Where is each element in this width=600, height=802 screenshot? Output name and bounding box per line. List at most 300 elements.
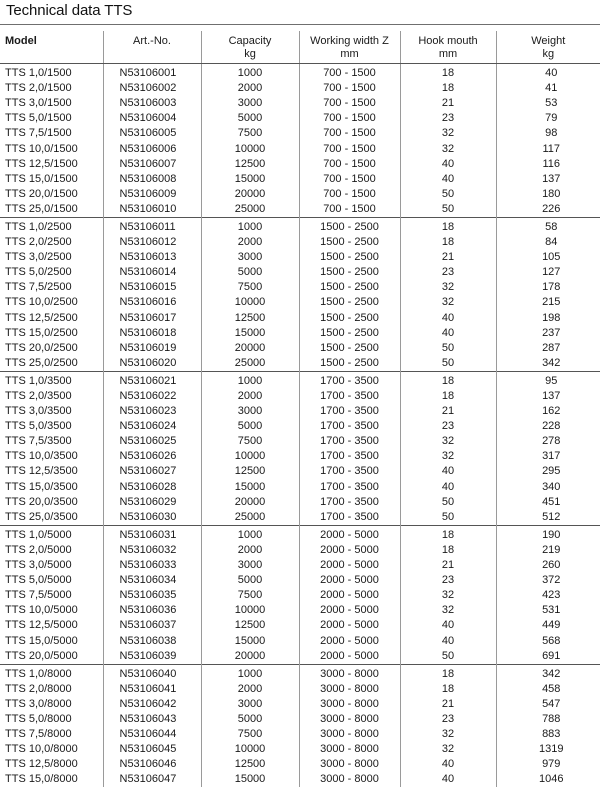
cell-art-no: N53106027 — [103, 464, 201, 479]
cell-weight: 287 — [496, 341, 600, 356]
cell-art-no: N53106017 — [103, 311, 201, 326]
header-working-width — [299, 31, 400, 64]
cell-art-no: N53106040 — [103, 664, 201, 682]
cell-capacity: 2000 — [201, 543, 299, 558]
cell-capacity: 5000 — [201, 419, 299, 434]
cell-capacity: 12500 — [201, 618, 299, 633]
table-row — [0, 217, 600, 235]
cell-art-no: N53106019 — [103, 341, 201, 356]
cell-working-width: 700 - 1500 — [299, 172, 400, 187]
cell-model: TTS 7,5/5000 — [5, 589, 72, 602]
cell-weight: 449 — [496, 618, 600, 633]
page-title: Technical data TTS — [6, 2, 133, 19]
cell-art-no: N53106047 — [103, 772, 201, 787]
cell-weight: 342 — [496, 664, 600, 682]
row-group — [0, 525, 600, 664]
cell-weight: 137 — [496, 389, 600, 404]
cell-capacity: 1000 — [201, 664, 299, 682]
cell-hook-mouth: 18 — [400, 64, 496, 82]
cell-weight: 317 — [496, 449, 600, 464]
table-header-row — [0, 31, 600, 64]
cell-art-no: N53106008 — [103, 172, 201, 187]
cell-model: TTS 1,0/1500 — [5, 67, 72, 80]
cell-art-no: N53106043 — [103, 712, 201, 727]
table-row — [0, 449, 600, 464]
cell-capacity: 1000 — [201, 371, 299, 389]
cell-working-width: 1700 - 3500 — [299, 419, 400, 434]
table-row — [0, 235, 600, 250]
header-working-width-label: Working width Z — [310, 35, 389, 47]
cell-working-width: 1500 - 2500 — [299, 311, 400, 326]
cell-hook-mouth: 40 — [400, 772, 496, 787]
cell-working-width: 2000 - 5000 — [299, 543, 400, 558]
cell-hook-mouth: 18 — [400, 217, 496, 235]
cell-capacity: 10000 — [201, 742, 299, 757]
cell-working-width: 1500 - 2500 — [299, 250, 400, 265]
cell-capacity: 20000 — [201, 495, 299, 510]
cell-capacity: 15000 — [201, 480, 299, 495]
cell-weight: 568 — [496, 633, 600, 648]
cell-working-width: 700 - 1500 — [299, 202, 400, 218]
cell-model: TTS 3,0/1500 — [5, 97, 72, 110]
cell-hook-mouth: 40 — [400, 172, 496, 187]
cell-model: TTS 12,5/3500 — [5, 465, 78, 478]
header-hook-mouth-label: Hook mouth — [418, 35, 478, 47]
cell-art-no: N53106037 — [103, 618, 201, 633]
cell-model: TTS 5,0/8000 — [5, 712, 72, 725]
cell-working-width: 2000 - 5000 — [299, 588, 400, 603]
cell-working-width: 1700 - 3500 — [299, 389, 400, 404]
table-row — [0, 64, 600, 82]
table-row — [0, 757, 600, 772]
table-row — [0, 543, 600, 558]
cell-working-width: 1500 - 2500 — [299, 326, 400, 341]
cell-capacity: 15000 — [201, 326, 299, 341]
cell-weight: 219 — [496, 543, 600, 558]
cell-weight: 451 — [496, 495, 600, 510]
cell-working-width: 700 - 1500 — [299, 96, 400, 111]
cell-model: TTS 2,0/8000 — [5, 682, 72, 695]
cell-weight: 58 — [496, 217, 600, 235]
cell-weight: 342 — [496, 356, 600, 372]
table-row — [0, 419, 600, 434]
table-row — [0, 81, 600, 96]
table-row — [0, 250, 600, 265]
table-row — [0, 727, 600, 742]
cell-model: TTS 5,0/1500 — [5, 112, 72, 125]
cell-model: TTS 10,0/8000 — [5, 743, 78, 756]
cell-model: TTS 15,0/3500 — [5, 480, 78, 493]
table-row — [0, 697, 600, 712]
cell-art-no: N53106010 — [103, 202, 201, 218]
cell-working-width: 2000 - 5000 — [299, 558, 400, 573]
table-row — [0, 187, 600, 202]
cell-capacity: 1000 — [201, 217, 299, 235]
header-working-width-unit: mm — [340, 48, 359, 60]
cell-working-width: 1500 - 2500 — [299, 356, 400, 372]
table-row — [0, 603, 600, 618]
cell-art-no: N53106035 — [103, 588, 201, 603]
table-row — [0, 96, 600, 111]
cell-art-no: N53106036 — [103, 603, 201, 618]
cell-working-width: 2000 - 5000 — [299, 573, 400, 588]
cell-hook-mouth: 40 — [400, 480, 496, 495]
header-weight-unit: kg — [542, 48, 555, 60]
cell-weight: 788 — [496, 712, 600, 727]
cell-working-width: 1700 - 3500 — [299, 480, 400, 495]
cell-working-width: 700 - 1500 — [299, 81, 400, 96]
cell-hook-mouth: 18 — [400, 389, 496, 404]
cell-working-width: 3000 - 8000 — [299, 664, 400, 682]
cell-working-width: 1500 - 2500 — [299, 280, 400, 295]
header-capacity — [201, 31, 299, 64]
cell-weight: 295 — [496, 464, 600, 479]
cell-art-no: N53106026 — [103, 449, 201, 464]
cell-hook-mouth: 40 — [400, 311, 496, 326]
cell-model: TTS 12,5/2500 — [5, 311, 78, 324]
table-row — [0, 495, 600, 510]
cell-art-no: N53106011 — [103, 217, 201, 235]
cell-art-no: N53106013 — [103, 250, 201, 265]
cell-hook-mouth: 23 — [400, 712, 496, 727]
cell-art-no: N53106014 — [103, 265, 201, 280]
cell-working-width: 2000 - 5000 — [299, 603, 400, 618]
cell-weight: 180 — [496, 187, 600, 202]
cell-hook-mouth: 32 — [400, 141, 496, 156]
cell-model: TTS 5,0/5000 — [5, 574, 72, 587]
cell-hook-mouth: 23 — [400, 573, 496, 588]
cell-weight: 883 — [496, 727, 600, 742]
cell-hook-mouth: 32 — [400, 295, 496, 310]
cell-capacity: 1000 — [201, 64, 299, 82]
cell-art-no: N53106038 — [103, 633, 201, 648]
cell-hook-mouth: 23 — [400, 265, 496, 280]
table-row — [0, 404, 600, 419]
table-row — [0, 588, 600, 603]
cell-weight: 423 — [496, 588, 600, 603]
header-model — [0, 31, 103, 64]
cell-capacity: 2000 — [201, 81, 299, 96]
cell-weight: 117 — [496, 141, 600, 156]
cell-capacity: 20000 — [201, 187, 299, 202]
cell-hook-mouth: 18 — [400, 235, 496, 250]
cell-art-no: N53106018 — [103, 326, 201, 341]
header-hook-mouth — [400, 31, 496, 64]
cell-weight: 162 — [496, 404, 600, 419]
cell-weight: 458 — [496, 682, 600, 697]
cell-weight: 190 — [496, 525, 600, 543]
cell-working-width: 700 - 1500 — [299, 64, 400, 82]
cell-art-no: N53106045 — [103, 742, 201, 757]
cell-capacity: 3000 — [201, 697, 299, 712]
cell-hook-mouth: 50 — [400, 341, 496, 356]
cell-hook-mouth: 40 — [400, 757, 496, 772]
header-weight — [496, 31, 600, 64]
cell-model: TTS 3,0/3500 — [5, 405, 72, 418]
cell-capacity: 12500 — [201, 311, 299, 326]
cell-working-width: 3000 - 8000 — [299, 712, 400, 727]
cell-model: TTS 1,0/2500 — [5, 220, 72, 233]
cell-working-width: 2000 - 5000 — [299, 649, 400, 665]
cell-weight: 41 — [496, 81, 600, 96]
cell-model: TTS 12,5/8000 — [5, 758, 78, 771]
cell-hook-mouth: 40 — [400, 157, 496, 172]
cell-model: TTS 3,0/5000 — [5, 559, 72, 572]
cell-working-width: 2000 - 5000 — [299, 633, 400, 648]
cell-capacity: 5000 — [201, 712, 299, 727]
cell-art-no: N53106009 — [103, 187, 201, 202]
table-row — [0, 295, 600, 310]
cell-weight: 198 — [496, 311, 600, 326]
cell-art-no: N53106031 — [103, 525, 201, 543]
cell-capacity: 2000 — [201, 389, 299, 404]
cell-model: TTS 15,0/8000 — [5, 773, 78, 786]
cell-hook-mouth: 23 — [400, 419, 496, 434]
cell-capacity: 15000 — [201, 172, 299, 187]
table-row — [0, 510, 600, 526]
cell-hook-mouth: 50 — [400, 187, 496, 202]
cell-model: TTS 3,0/8000 — [5, 697, 72, 710]
cell-working-width: 3000 - 8000 — [299, 757, 400, 772]
cell-model: TTS 7,5/3500 — [5, 435, 72, 448]
cell-art-no: N53106012 — [103, 235, 201, 250]
cell-weight: 53 — [496, 96, 600, 111]
header-art-no — [103, 31, 201, 64]
header-capacity-unit: kg — [244, 48, 256, 60]
cell-weight: 691 — [496, 649, 600, 665]
table-row — [0, 664, 600, 682]
cell-capacity: 3000 — [201, 250, 299, 265]
cell-weight: 84 — [496, 235, 600, 250]
cell-capacity: 12500 — [201, 464, 299, 479]
cell-capacity: 7500 — [201, 280, 299, 295]
cell-hook-mouth: 18 — [400, 664, 496, 682]
header-capacity-label: Capacity — [228, 35, 272, 47]
cell-art-no: N53106046 — [103, 757, 201, 772]
cell-capacity: 25000 — [201, 510, 299, 526]
row-group — [0, 664, 600, 787]
table-row — [0, 111, 600, 126]
cell-hook-mouth: 21 — [400, 558, 496, 573]
cell-model: TTS 12,5/1500 — [5, 157, 78, 170]
cell-art-no: N53106024 — [103, 419, 201, 434]
cell-hook-mouth: 21 — [400, 697, 496, 712]
cell-capacity: 25000 — [201, 202, 299, 218]
cell-capacity: 25000 — [201, 356, 299, 372]
cell-working-width: 3000 - 8000 — [299, 727, 400, 742]
cell-weight: 979 — [496, 757, 600, 772]
cell-weight: 95 — [496, 371, 600, 389]
cell-weight: 178 — [496, 280, 600, 295]
cell-weight: 512 — [496, 510, 600, 526]
cell-working-width: 1700 - 3500 — [299, 449, 400, 464]
cell-weight: 40 — [496, 64, 600, 82]
cell-hook-mouth: 50 — [400, 356, 496, 372]
cell-working-width: 700 - 1500 — [299, 141, 400, 156]
cell-working-width: 1500 - 2500 — [299, 265, 400, 280]
cell-art-no: N53106029 — [103, 495, 201, 510]
cell-hook-mouth: 18 — [400, 525, 496, 543]
cell-capacity: 20000 — [201, 341, 299, 356]
cell-hook-mouth: 21 — [400, 404, 496, 419]
cell-working-width: 1700 - 3500 — [299, 434, 400, 449]
table-row — [0, 742, 600, 757]
cell-art-no: N53106039 — [103, 649, 201, 665]
cell-hook-mouth: 18 — [400, 371, 496, 389]
table-row — [0, 280, 600, 295]
cell-art-no: N53106028 — [103, 480, 201, 495]
cell-hook-mouth: 32 — [400, 449, 496, 464]
cell-weight: 1046 — [496, 772, 600, 787]
cell-working-width: 3000 - 8000 — [299, 772, 400, 787]
cell-weight: 1319 — [496, 742, 600, 757]
cell-weight: 105 — [496, 250, 600, 265]
cell-model: TTS 2,0/3500 — [5, 390, 72, 403]
technical-data-table — [0, 31, 600, 787]
row-group — [0, 64, 600, 218]
table-row — [0, 356, 600, 372]
table-row — [0, 480, 600, 495]
table-row — [0, 558, 600, 573]
cell-hook-mouth: 32 — [400, 727, 496, 742]
cell-model: TTS 20,0/3500 — [5, 495, 78, 508]
cell-hook-mouth: 18 — [400, 682, 496, 697]
cell-weight: 228 — [496, 419, 600, 434]
cell-weight: 116 — [496, 157, 600, 172]
cell-hook-mouth: 32 — [400, 280, 496, 295]
cell-weight: 372 — [496, 573, 600, 588]
cell-capacity: 7500 — [201, 588, 299, 603]
cell-working-width: 700 - 1500 — [299, 126, 400, 141]
cell-model: TTS 1,0/3500 — [5, 374, 72, 387]
cell-hook-mouth: 23 — [400, 111, 496, 126]
table-row — [0, 525, 600, 543]
cell-art-no: N53106041 — [103, 682, 201, 697]
cell-art-no: N53106006 — [103, 141, 201, 156]
cell-weight: 127 — [496, 265, 600, 280]
cell-art-no: N53106022 — [103, 389, 201, 404]
cell-art-no: N53106015 — [103, 280, 201, 295]
cell-hook-mouth: 40 — [400, 633, 496, 648]
cell-hook-mouth: 32 — [400, 126, 496, 141]
cell-capacity: 7500 — [201, 126, 299, 141]
cell-capacity: 3000 — [201, 558, 299, 573]
cell-model: TTS 25,0/3500 — [5, 510, 78, 523]
table-row — [0, 772, 600, 787]
cell-capacity: 10000 — [201, 449, 299, 464]
cell-working-width: 1700 - 3500 — [299, 495, 400, 510]
table-row — [0, 126, 600, 141]
cell-weight: 340 — [496, 480, 600, 495]
cell-model: TTS 2,0/5000 — [5, 543, 72, 556]
cell-model: TTS 7,5/2500 — [5, 281, 72, 294]
table-row — [0, 341, 600, 356]
table-row — [0, 649, 600, 665]
cell-capacity: 7500 — [201, 727, 299, 742]
cell-hook-mouth: 40 — [400, 326, 496, 341]
table-row — [0, 141, 600, 156]
cell-weight: 79 — [496, 111, 600, 126]
cell-model: TTS 25,0/2500 — [5, 356, 78, 369]
cell-capacity: 20000 — [201, 649, 299, 665]
cell-art-no: N53106021 — [103, 371, 201, 389]
cell-model: TTS 12,5/5000 — [5, 619, 78, 632]
cell-capacity: 2000 — [201, 682, 299, 697]
cell-art-no: N53106001 — [103, 64, 201, 82]
cell-model: TTS 3,0/2500 — [5, 251, 72, 264]
cell-weight: 237 — [496, 326, 600, 341]
cell-model: TTS 20,0/5000 — [5, 649, 78, 662]
table-row — [0, 633, 600, 648]
cell-model: TTS 25,0/1500 — [5, 202, 78, 215]
cell-art-no: N53106003 — [103, 96, 201, 111]
cell-weight: 547 — [496, 697, 600, 712]
cell-capacity: 5000 — [201, 573, 299, 588]
cell-art-no: N53106023 — [103, 404, 201, 419]
cell-capacity: 3000 — [201, 96, 299, 111]
cell-capacity: 3000 — [201, 404, 299, 419]
table-row — [0, 311, 600, 326]
header-model-label: Model — [5, 35, 37, 47]
cell-model: TTS 5,0/3500 — [5, 420, 72, 433]
cell-model: TTS 1,0/5000 — [5, 528, 72, 541]
cell-model: TTS 7,5/1500 — [5, 127, 72, 140]
cell-working-width: 700 - 1500 — [299, 157, 400, 172]
cell-capacity: 15000 — [201, 772, 299, 787]
cell-model: TTS 10,0/3500 — [5, 450, 78, 463]
cell-model: TTS 2,0/1500 — [5, 82, 72, 95]
cell-model: TTS 20,0/2500 — [5, 341, 78, 354]
cell-capacity: 12500 — [201, 757, 299, 772]
cell-weight: 260 — [496, 558, 600, 573]
cell-working-width: 2000 - 5000 — [299, 618, 400, 633]
cell-capacity: 2000 — [201, 235, 299, 250]
header-art-no-label: Art.-No. — [133, 35, 171, 47]
table-row — [0, 157, 600, 172]
cell-hook-mouth: 50 — [400, 202, 496, 218]
table-row — [0, 682, 600, 697]
cell-capacity: 5000 — [201, 265, 299, 280]
cell-capacity: 12500 — [201, 157, 299, 172]
cell-working-width: 3000 - 8000 — [299, 682, 400, 697]
cell-working-width: 1700 - 3500 — [299, 510, 400, 526]
cell-art-no: N53106005 — [103, 126, 201, 141]
cell-weight: 226 — [496, 202, 600, 218]
cell-working-width: 3000 - 8000 — [299, 742, 400, 757]
table-row — [0, 712, 600, 727]
cell-capacity: 10000 — [201, 141, 299, 156]
row-group — [0, 371, 600, 525]
cell-capacity: 10000 — [201, 603, 299, 618]
cell-art-no: N53106025 — [103, 434, 201, 449]
cell-art-no: N53106030 — [103, 510, 201, 526]
cell-working-width: 1500 - 2500 — [299, 217, 400, 235]
cell-capacity: 7500 — [201, 434, 299, 449]
row-group — [0, 217, 600, 371]
cell-art-no: N53106016 — [103, 295, 201, 310]
title-divider — [0, 24, 600, 25]
cell-model: TTS 15,0/2500 — [5, 326, 78, 339]
cell-working-width: 1700 - 3500 — [299, 371, 400, 389]
cell-hook-mouth: 21 — [400, 96, 496, 111]
cell-art-no: N53106032 — [103, 543, 201, 558]
cell-working-width: 1700 - 3500 — [299, 464, 400, 479]
cell-working-width: 1700 - 3500 — [299, 404, 400, 419]
cell-hook-mouth: 50 — [400, 649, 496, 665]
table-row — [0, 573, 600, 588]
cell-working-width: 700 - 1500 — [299, 111, 400, 126]
table-row — [0, 371, 600, 389]
